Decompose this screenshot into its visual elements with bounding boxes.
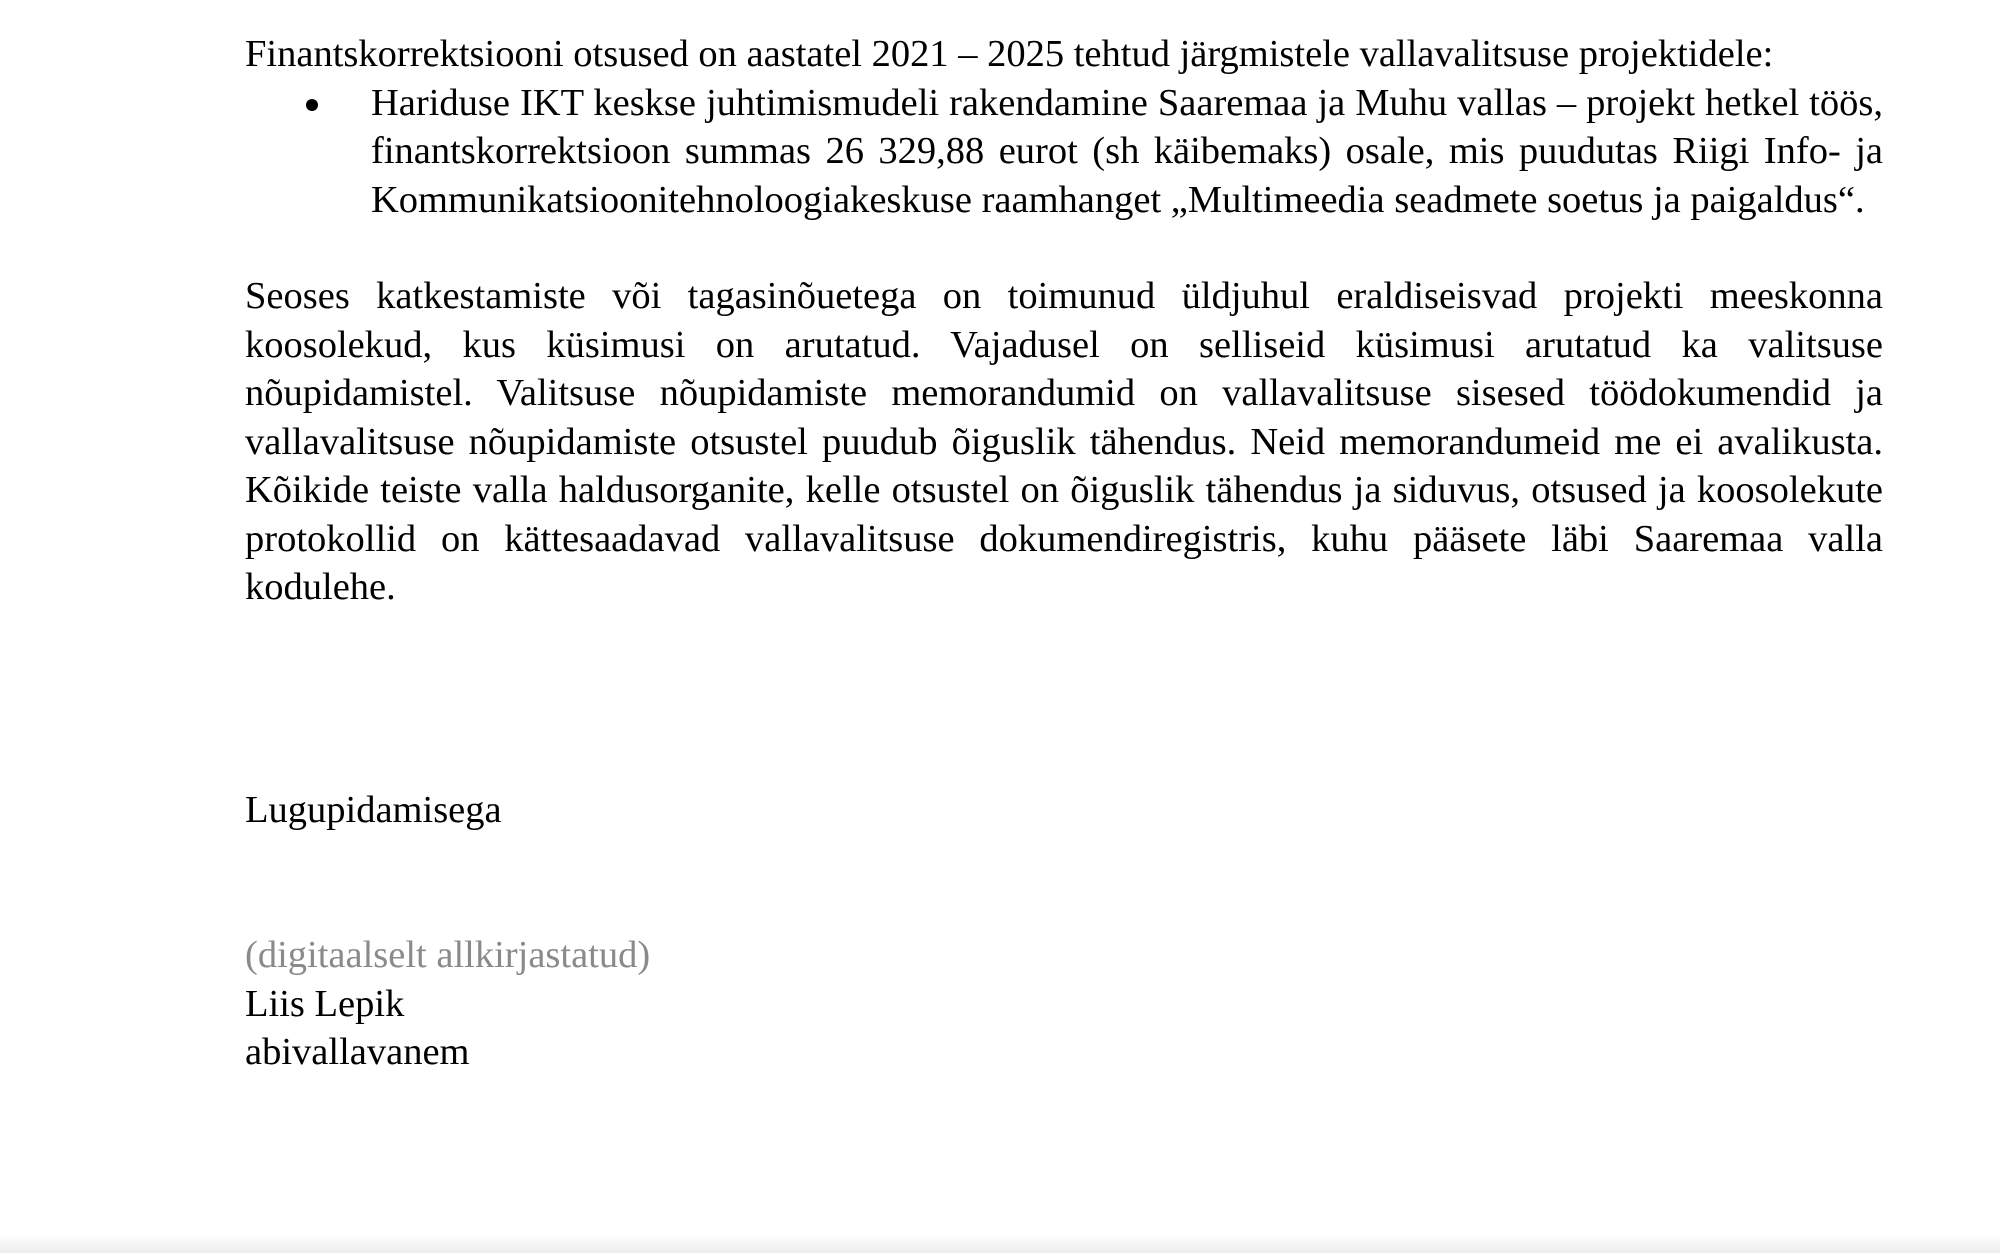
signer-title: abivallavanem <box>245 1031 470 1073</box>
bullet-icon <box>306 99 318 111</box>
document-page <box>245 30 1883 1077</box>
signature-block <box>245 786 1883 1077</box>
signer-name: Liis Lepik <box>245 982 405 1025</box>
list-item <box>245 79 1883 225</box>
body-paragraph: Seoses katkestamiste või tagasinõuetega on toimunud üldjuhul eraldiseisvad projekti meeskonna koosolekud, kus küsimusi on arutatud. Vajadusel on selliseid küsimusi arutatud ka valitsuse nõupidamistel. Valitsuse nõupidamiste memorandumid on vallavalitsuse sisesed töödokumendid ja vallavalitsuse nõupidamiste otsustel puudub õiguslik tähendus. Neid memorandumeid me ei avalikusta. Kõikide teiste valla haldusorganite, kelle otsustel on õiguslik tähendus ja siduvus, otsused ja koosolekute protokollid on kättesaadavad vallavalitsuse dokumendiregistris, kuhu pääsete läbi Saaremaa valla kodulehe. <box>245 275 1883 608</box>
project-list <box>245 79 1883 225</box>
signature-note: (digitaalselt allkirjastatud) <box>245 934 651 976</box>
closing-text: Lugupidamisega <box>245 788 502 831</box>
intro-paragraph: Finantskorrektsiooni otsused on aastatel 2021 – 2025 tehtud järgmistele vallavalitsuse projektidele: <box>245 33 1774 75</box>
page-bottom-edge <box>0 1235 2000 1253</box>
list-item-text: Hariduse IKT keskse juhtimismudeli rakendamine Saaremaa ja Muhu vallas – projekt hetkel töös, finantskorrektsioon summas 26 329,88 eurot (sh käibemaks) osale, mis puudutas Riigi Info- ja Kommunikatsioonitehnoloogiakeskuse raamhanget „Multimeedia seadmete soetus ja paigaldus“. <box>371 81 1883 221</box>
